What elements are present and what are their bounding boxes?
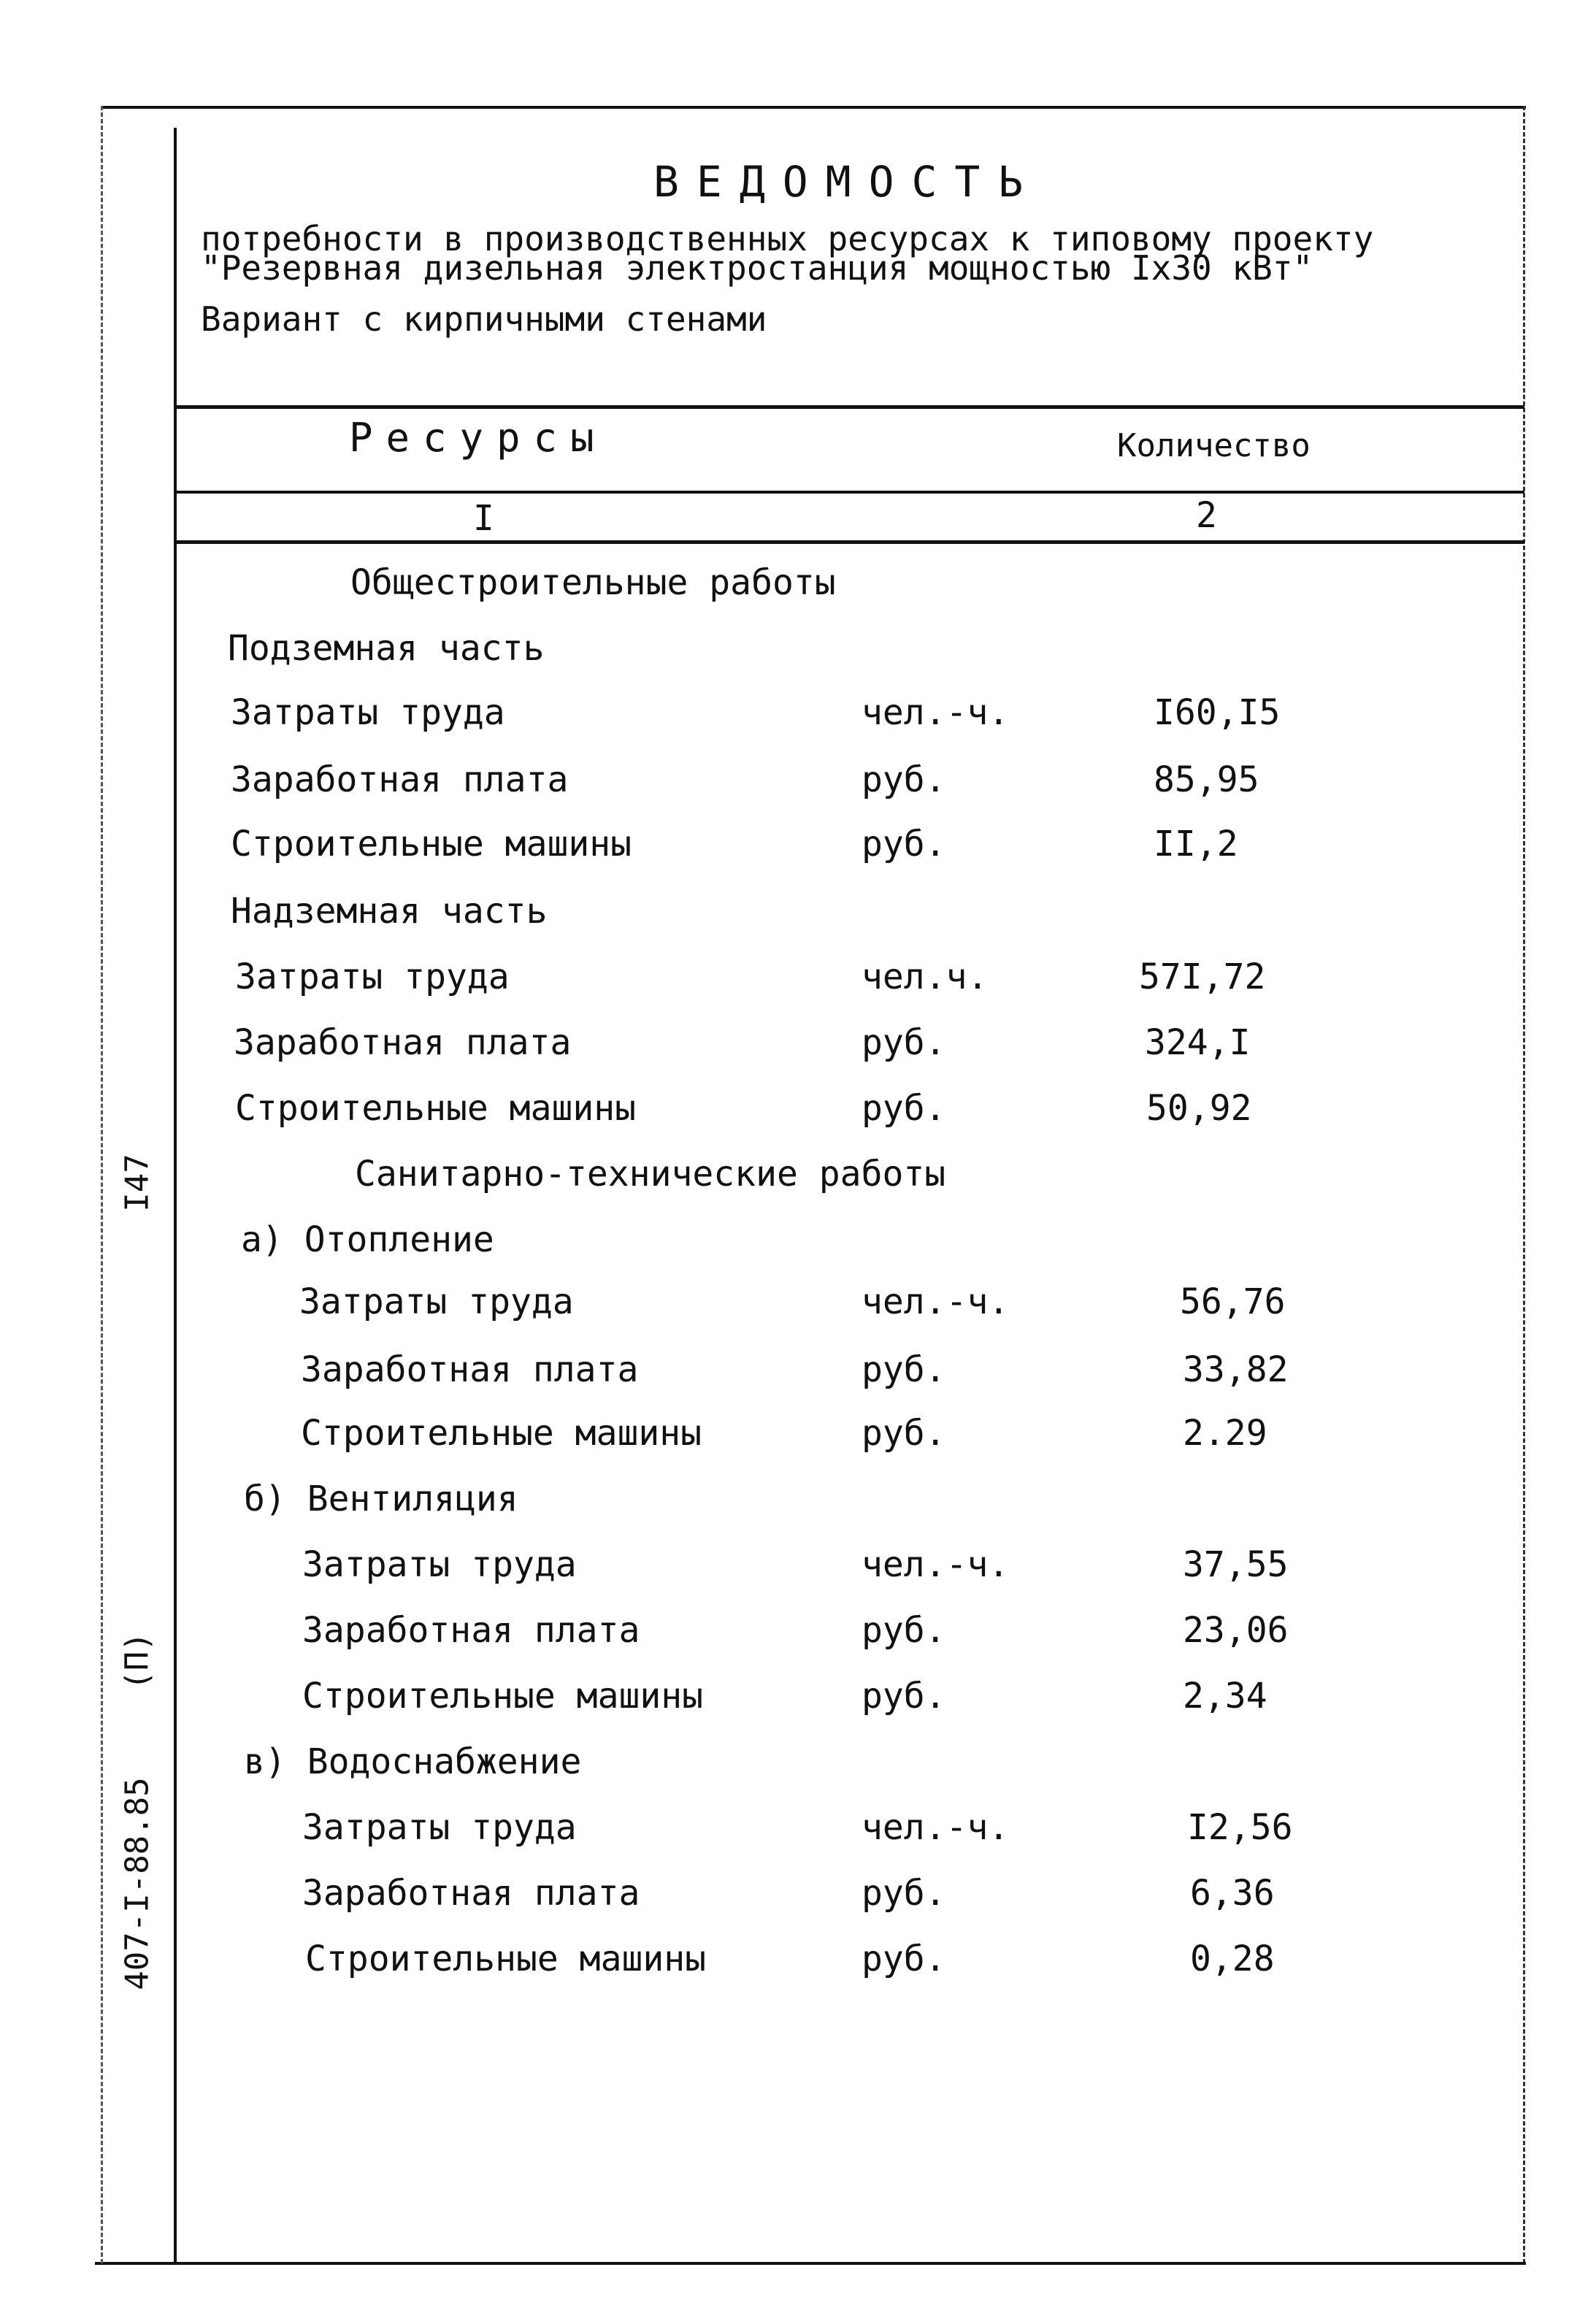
table-row (0, 1349, 1596, 1393)
resource-unit: руб. (862, 759, 946, 800)
resource-unit: руб. (862, 1938, 946, 1979)
margin-doc-code (108, 1774, 166, 1993)
resource-quantity: 2,34 (1183, 1676, 1267, 1717)
resource-quantity: 23,06 (1183, 1610, 1289, 1651)
document-title: ВЕДОМОСТЬ (653, 157, 1041, 207)
table-row (0, 1413, 1596, 1457)
margin-page-number (108, 1150, 166, 1216)
resource-name: Санитарно-технические работы (355, 1154, 946, 1194)
resource-name: Затраты труда (302, 1807, 577, 1848)
column-header-quantity: Количество (1117, 427, 1311, 464)
resource-unit: руб. (862, 824, 946, 864)
resource-name: Заработная плата (231, 759, 569, 800)
resource-name: а) Отопление (241, 1219, 494, 1260)
table-row (0, 956, 1596, 1000)
resource-unit: руб. (862, 1610, 946, 1651)
resource-name: б) Вентиляция (244, 1479, 518, 1519)
resource-unit: руб. (862, 1022, 946, 1063)
resource-quantity: 2.29 (1183, 1413, 1267, 1454)
header-rule (174, 491, 1524, 494)
table-row (0, 1741, 1596, 1785)
table-row (0, 1807, 1596, 1851)
page-number: I47 (118, 1154, 156, 1212)
table-row (0, 824, 1596, 867)
resource-name: Заработная плата (302, 1610, 640, 1651)
table-row (0, 1281, 1596, 1325)
resource-name: в) Водоснабжение (244, 1741, 582, 1782)
table-row (0, 891, 1596, 935)
resource-unit: руб. (862, 1088, 946, 1129)
resource-name: Заработная плата (302, 1873, 640, 1914)
resource-unit: руб. (862, 1349, 946, 1390)
resource-quantity: 6,36 (1190, 1873, 1275, 1914)
resource-quantity: 324,I (1145, 1022, 1251, 1063)
table-row (0, 628, 1596, 672)
resource-name: Строительные машины (231, 824, 632, 864)
resource-unit: руб. (862, 1676, 946, 1717)
margin-doc-code-suffix (108, 1628, 166, 1694)
doc-code: 407-I-88.85 (118, 1777, 156, 1990)
resource-quantity: 85,95 (1154, 759, 1259, 800)
table-row (0, 692, 1596, 736)
table-row (0, 1676, 1596, 1719)
resource-unit: чел.-ч. (862, 692, 1010, 733)
resource-quantity: 50,92 (1146, 1088, 1252, 1129)
resource-unit: чел.-ч. (862, 1544, 1010, 1585)
resource-unit: чел.-ч. (862, 1807, 1010, 1848)
resource-name: Затраты труда (299, 1281, 574, 1322)
document-subtitle-line2: "Резервная дизельная электростанция мощностью Iх30 кВт" (201, 248, 1313, 288)
frame-bottom-line (95, 2262, 1526, 2265)
resource-quantity: I2,56 (1187, 1807, 1293, 1848)
column-header-resources: Ресурсы (349, 415, 607, 461)
resource-quantity: 57I,72 (1139, 956, 1266, 997)
frame-top-line (102, 106, 1526, 109)
resource-quantity: 33,82 (1183, 1349, 1289, 1390)
table-row (0, 1479, 1596, 1522)
resource-name: Заработная плата (301, 1349, 639, 1390)
document-variant: Вариант с кирпичными стенами (201, 299, 767, 339)
numbering-rule (174, 540, 1524, 544)
table-row (0, 1873, 1596, 1917)
table-row (0, 1154, 1596, 1197)
resource-name: Строительные машины (302, 1676, 704, 1717)
resource-unit: чел.ч. (862, 956, 989, 997)
resource-name: Строительные машины (305, 1938, 707, 1979)
resource-quantity: 56,76 (1180, 1281, 1286, 1322)
table-row (0, 562, 1596, 606)
resource-name: Строительные машины (301, 1413, 702, 1454)
resource-name: Строительные машины (235, 1088, 637, 1129)
table-row (0, 1610, 1596, 1654)
resource-unit: руб. (862, 1413, 946, 1454)
resource-quantity: 37,55 (1183, 1544, 1289, 1585)
table-top-rule (174, 405, 1524, 409)
table-row (0, 1938, 1596, 1982)
resource-name: Подземная часть (228, 628, 545, 669)
table-row (0, 1219, 1596, 1263)
resource-unit: руб. (862, 1873, 946, 1914)
table-row (0, 1022, 1596, 1066)
resource-name: Затраты труда (235, 956, 510, 997)
resource-name: Надземная часть (231, 891, 548, 932)
resource-name: Затраты труда (302, 1544, 577, 1585)
resource-name: Заработная плата (234, 1022, 572, 1063)
resource-quantity: 0,28 (1190, 1938, 1275, 1979)
column-number-2: 2 (1196, 495, 1217, 536)
doc-code-suffix: (П) (118, 1632, 156, 1690)
resource-unit: чел.-ч. (862, 1281, 1010, 1322)
resource-name: Затраты труда (231, 692, 505, 733)
resource-quantity: II,2 (1154, 824, 1238, 864)
document-subtitle-line1: потребности в производственных ресурсах к типовому проекту (201, 219, 1374, 258)
resource-quantity: I60,I5 (1154, 692, 1281, 733)
table-row (0, 759, 1596, 803)
table-row (0, 1088, 1596, 1132)
table-row (0, 1544, 1596, 1588)
resource-name: Общестроительные работы (350, 562, 836, 603)
column-number-1: I (473, 498, 494, 539)
